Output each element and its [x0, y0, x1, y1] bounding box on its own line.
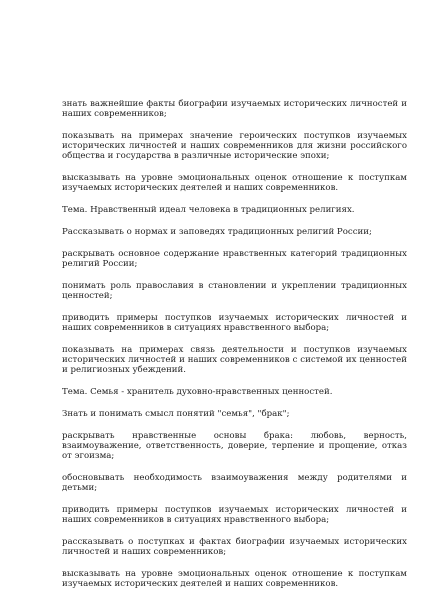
topic-heading-family: Тема. Семья - хранитель духовно-нравственных ценностей. [62, 387, 333, 397]
topic-heading-moral-ideal: Тема. Нравственный идеал человека в традиционных религиях. [62, 205, 355, 215]
paragraph-9: показывать на примерах связь деятельности и поступков изучаемых исторических личностей и наших современников с системой их ценностей и религиозных убеждений. [62, 345, 407, 375]
paragraph-5: Рассказывать о нормах и заповедях традиционных религий России; [62, 227, 372, 237]
paragraph-3: высказывать на уровне эмоциональных оценок отношение к поступкам изучаемых исторических деятелей и наших современников. [62, 173, 407, 193]
paragraph-8: приводить примеры поступков изучаемых исторических личностей и наших современников в ситуациях нравственного выбора; [62, 313, 407, 333]
paragraph-13: обосновывать необходимость взаимоуважения между родителями и детьми; [62, 473, 407, 493]
paragraph-14: приводить примеры поступков изучаемых исторических личностей и наших современников в ситуациях нравственного выбора; [62, 505, 407, 525]
document-body [62, 99, 407, 601]
paragraph-7: понимать роль православия в становлении и укреплении традиционных ценностей; [62, 281, 407, 301]
paragraph-2: показывать на примерах значение героических поступков изучаемых исторических личностей и наших современников для жизни российского общества и государства в различные исторические эпохи; [62, 131, 407, 161]
paragraph-12: раскрывать нравственные основы брака: любовь, верность, взаимоуважение, ответственность, доверие, терпение и прощение, отказ от эгоизма; [62, 431, 407, 461]
paragraph-6: раскрывать основное содержание нравственных категорий традиционных религий России; [62, 249, 407, 269]
paragraph-16: высказывать на уровне эмоциональных оценок отношение к поступкам изучаемых исторических деятелей и наших современников. [62, 569, 407, 589]
paragraph-1: знать важнейшие факты биографии изучаемых исторических личностей и наших современников; [62, 99, 407, 119]
paragraph-11: Знать и понимать смысл понятий "семья", "брак"; [62, 409, 290, 419]
paragraph-15: рассказывать о поступках и фактах биографии изучаемых исторических личностей и наших современников; [62, 537, 407, 557]
